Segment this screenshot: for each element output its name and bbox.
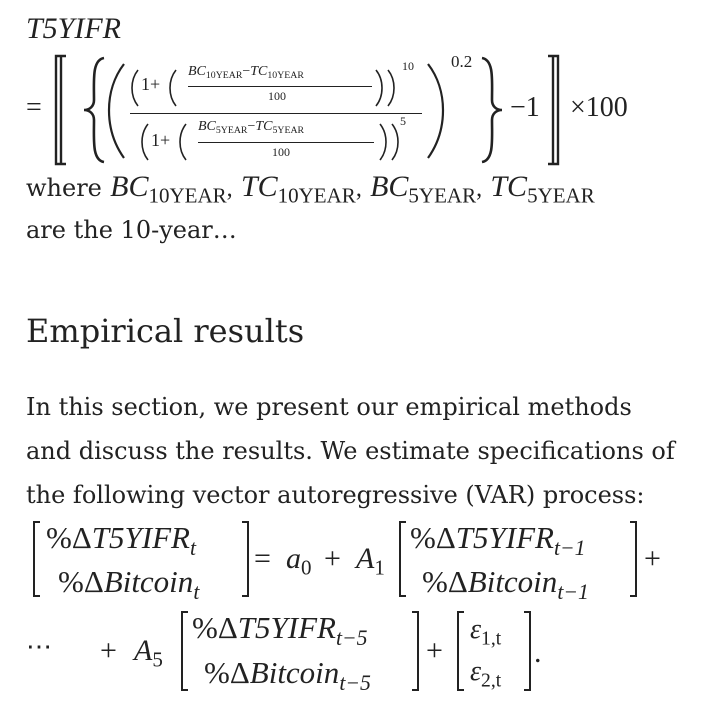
var-plus-4: + [426, 634, 443, 667]
where-line: where $BC_{10YEAR}$, $TC_{10YEAR}$, $BC_{5YEAR}$, $TC_{5YEAR}$ [26, 170, 595, 208]
continuation-text: are the 10-year… [26, 216, 237, 244]
denominator-one-plus: 1+ [151, 130, 171, 150]
formula-lhs: T5YIFR [26, 12, 122, 45]
paragraph-line-1: In this section, we present our empirical methods [26, 393, 632, 421]
paragraph-line-2: and discuss the results. We estimate specifications of [26, 437, 675, 465]
var-period: . [534, 636, 542, 669]
var-lhs-top: $\%\Delta T5YIFR_t$ [46, 520, 196, 560]
var-lag1-bottom: %ΔBitcoin$_{t-1}$ [422, 564, 589, 604]
var-lag5-bottom: %ΔBitcoin$_{t-5}$ [204, 655, 371, 695]
denominator-bc5: $BC_{5YEAR}-TC_{5YEAR}$ [198, 119, 305, 137]
denominator-100: 100 [272, 145, 290, 159]
numerator-100: 100 [268, 89, 286, 103]
var-lhs-bottom: %ΔBitcoin$_t$ [58, 564, 200, 604]
var-lag1-top: $\%\Delta T5YIFR_{t-1}$ [410, 520, 586, 560]
var-plus-3: + [100, 634, 117, 667]
var-eps2: $\varepsilon_{2,t}$ [470, 656, 502, 692]
paragraph-line-3: the following vector autoregressive (VAR) process: [26, 481, 645, 509]
formula-equals: = [26, 92, 42, 123]
var-plus-1: + [324, 542, 341, 575]
numerator-one-plus: 1+ [141, 74, 161, 94]
var-equals: = [254, 542, 271, 575]
exponent-5: 5 [400, 114, 406, 128]
minus-one: −1 [510, 92, 540, 123]
var-lag5-top: $\%\Delta T5YIFR_{t-5}$ [192, 610, 368, 650]
section-heading: Empirical results [26, 312, 305, 350]
var-eps1: $\varepsilon_{1,t}$ [470, 614, 502, 650]
var-A1: $A_1$ [356, 542, 385, 580]
exponent-10: 10 [402, 59, 414, 73]
numerator-bc10: $BC_{10YEAR}-TC_{10YEAR}$ [188, 64, 304, 82]
var-ellipsis: ⋯ [26, 632, 52, 661]
var-A5: $A_5$ [134, 634, 163, 672]
times-100: ×100 [570, 92, 628, 123]
var-a0: $a_0$ [286, 542, 312, 580]
exponent-0-2: 0.2 [451, 52, 473, 71]
var-plus-2: + [644, 542, 661, 575]
